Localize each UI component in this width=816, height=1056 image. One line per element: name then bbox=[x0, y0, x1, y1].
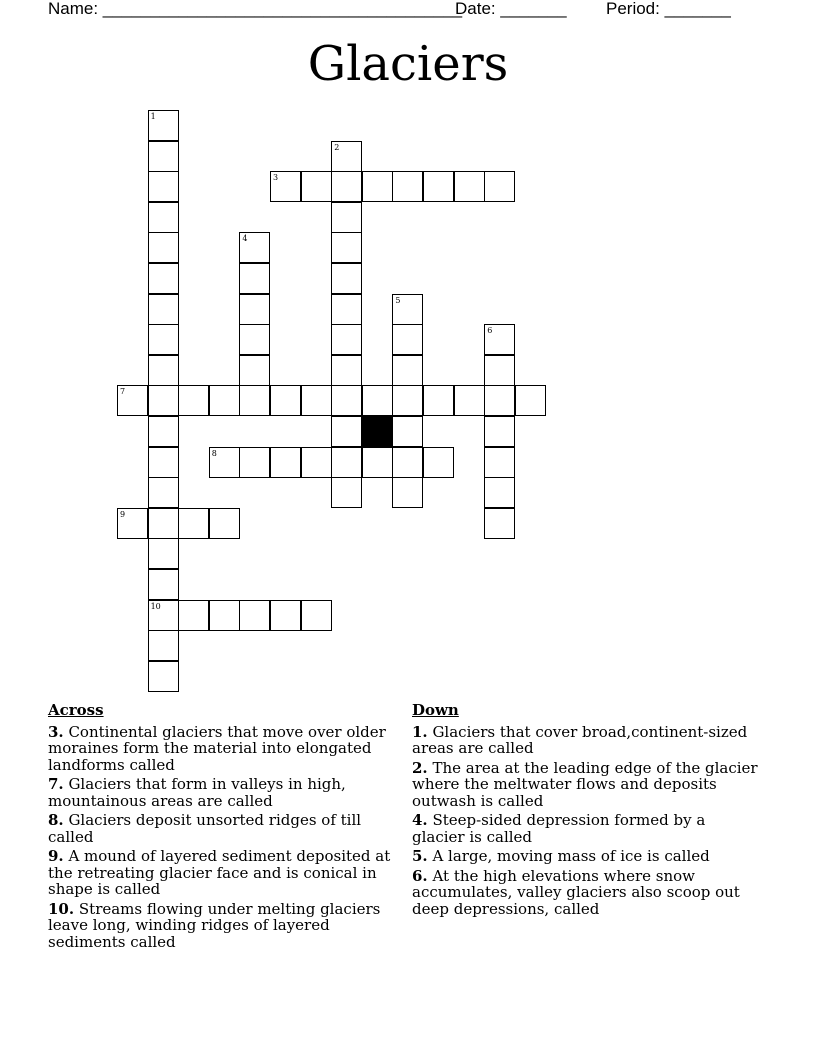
grid-cell[interactable] bbox=[148, 508, 179, 539]
grid-cell[interactable] bbox=[178, 600, 209, 631]
clue-number: 8 bbox=[211, 448, 217, 458]
grid-cell[interactable] bbox=[148, 538, 179, 569]
grid-cell[interactable] bbox=[301, 385, 332, 416]
grid-cell[interactable] bbox=[331, 263, 362, 294]
grid-cell[interactable] bbox=[423, 447, 454, 478]
clue-across-8: 8. Glaciers deposit unsorted ridges of till called bbox=[48, 811, 362, 846]
grid-cell[interactable] bbox=[148, 294, 179, 325]
grid-cell[interactable] bbox=[148, 171, 179, 202]
clue-across-10: 10. Streams flowing under melting glaciers leave long, winding ridges of layered sediments called bbox=[48, 899, 381, 951]
grid-cell[interactable] bbox=[270, 385, 301, 416]
grid-cell[interactable] bbox=[148, 202, 179, 233]
grid-cell[interactable] bbox=[239, 600, 270, 631]
grid-cell[interactable] bbox=[148, 232, 179, 263]
grid-cell[interactable] bbox=[270, 171, 301, 202]
grid-cell[interactable] bbox=[331, 385, 362, 416]
grid-cell[interactable] bbox=[515, 385, 546, 416]
name-field-label: Name: ______________________________________ bbox=[48, 0, 463, 18]
grid-cell[interactable] bbox=[239, 294, 270, 325]
clue-across-7: 7. Glaciers that form in valleys in high, mountainous areas are called bbox=[48, 775, 346, 810]
grid-cell[interactable] bbox=[117, 385, 148, 416]
grid-cell[interactable] bbox=[392, 324, 423, 355]
grid-cell[interactable] bbox=[148, 110, 179, 141]
clue-down-6: 6. At the high elevations where snow accumulates, valley glaciers also scoop out deep depressions, called bbox=[412, 866, 740, 918]
clue-number: 6 bbox=[487, 326, 493, 336]
grid-cell[interactable] bbox=[392, 385, 423, 416]
grid-cell[interactable] bbox=[362, 447, 393, 478]
grid-cell[interactable] bbox=[301, 600, 332, 631]
grid-cell[interactable] bbox=[392, 477, 423, 508]
grid-cell[interactable] bbox=[331, 355, 362, 386]
grid-cell[interactable] bbox=[484, 477, 515, 508]
grid-cell[interactable] bbox=[331, 416, 362, 447]
grid-cell[interactable] bbox=[239, 385, 270, 416]
grid-cell[interactable] bbox=[239, 447, 270, 478]
grid-cell[interactable] bbox=[148, 569, 179, 600]
grid-cell[interactable] bbox=[423, 385, 454, 416]
grid-cell[interactable] bbox=[331, 447, 362, 478]
page-title: Glaciers bbox=[307, 36, 509, 92]
clue-number: 2 bbox=[334, 142, 340, 152]
grid-cell[interactable] bbox=[209, 447, 240, 478]
clue-number: 5 bbox=[395, 295, 401, 305]
grid-cell[interactable] bbox=[209, 600, 240, 631]
grid-cell[interactable] bbox=[117, 508, 148, 539]
across-heading: Across bbox=[48, 701, 104, 719]
grid-cell[interactable] bbox=[331, 141, 362, 172]
grid-cell[interactable] bbox=[239, 324, 270, 355]
date-field-label: Date: _______ bbox=[455, 0, 567, 18]
grid-cell[interactable] bbox=[484, 508, 515, 539]
clue-number: 10 bbox=[150, 601, 161, 611]
grid-cell[interactable] bbox=[484, 324, 515, 355]
grid-cell[interactable] bbox=[270, 600, 301, 631]
clue-down-5: 5. A large, moving mass of ice is called bbox=[412, 847, 710, 865]
grid-cell[interactable] bbox=[148, 447, 179, 478]
clue-down-2: 2. The area at the leading edge of the glacier where the meltwater flows and deposits outwash is called bbox=[412, 758, 758, 810]
clue-down-4: 4. Steep-sided depression formed by a glacier is called bbox=[412, 811, 706, 846]
clue-across-3: 3. Continental glaciers that move over older moraines form the material into elongated landforms called bbox=[48, 722, 386, 774]
grid-cell[interactable] bbox=[331, 232, 362, 263]
grid-cell[interactable] bbox=[209, 508, 240, 539]
grid-cell[interactable] bbox=[454, 171, 485, 202]
grid-cell[interactable] bbox=[484, 416, 515, 447]
down-clues bbox=[412, 702, 762, 920]
grid-cell[interactable] bbox=[178, 385, 209, 416]
grid-cell[interactable] bbox=[331, 294, 362, 325]
clue-number: 4 bbox=[242, 234, 248, 244]
grid-cell[interactable] bbox=[484, 355, 515, 386]
grid-cell[interactable] bbox=[209, 385, 240, 416]
grid-cell[interactable] bbox=[148, 416, 179, 447]
grid-cell[interactable] bbox=[331, 202, 362, 233]
grid-cell[interactable] bbox=[148, 630, 179, 661]
grid-cell[interactable] bbox=[178, 508, 209, 539]
grid-cell[interactable] bbox=[362, 385, 393, 416]
grid-cell[interactable] bbox=[484, 447, 515, 478]
clue-number: 1 bbox=[150, 112, 156, 121]
grid-cell[interactable] bbox=[331, 171, 362, 202]
grid-cell[interactable] bbox=[392, 355, 423, 386]
grid-cell[interactable] bbox=[148, 661, 179, 692]
grid-cell[interactable] bbox=[301, 447, 332, 478]
grid-cell[interactable] bbox=[484, 385, 515, 416]
across-clues bbox=[48, 702, 408, 953]
grid-cell[interactable] bbox=[484, 171, 515, 202]
clue-number: 7 bbox=[120, 387, 126, 397]
grid-cell[interactable] bbox=[392, 447, 423, 478]
period-field-label: Period: _______ bbox=[606, 0, 731, 18]
grid-cell[interactable] bbox=[148, 385, 179, 416]
grid-cell[interactable] bbox=[392, 294, 423, 325]
grid-cell[interactable] bbox=[148, 600, 179, 631]
grid-cell[interactable] bbox=[239, 263, 270, 294]
clue-number: 9 bbox=[120, 509, 126, 519]
grid-cell[interactable] bbox=[301, 171, 332, 202]
clue-across-9: 9. A mound of layered sediment deposited at the retreating glacier face and is conical in shape is called bbox=[48, 847, 391, 898]
clue-down-1: 1. Glaciers that cover broad,continent-sized areas are called bbox=[412, 722, 748, 757]
grid-cell[interactable] bbox=[148, 324, 179, 355]
grid-cell[interactable] bbox=[423, 171, 454, 202]
grid-cell[interactable] bbox=[392, 416, 423, 447]
grid-cell[interactable] bbox=[148, 263, 179, 294]
down-heading: Down bbox=[412, 701, 459, 719]
grid-cell[interactable] bbox=[392, 171, 423, 202]
grid-cell[interactable] bbox=[239, 355, 270, 386]
grid-cell[interactable] bbox=[454, 385, 485, 416]
grid-cell[interactable] bbox=[239, 232, 270, 263]
grid-cell[interactable] bbox=[148, 355, 179, 386]
grid-cell[interactable] bbox=[148, 141, 179, 172]
grid-cell[interactable] bbox=[331, 477, 362, 508]
grid-cell[interactable] bbox=[270, 447, 301, 478]
grid-block bbox=[362, 416, 393, 447]
clue-number: 3 bbox=[273, 173, 279, 183]
grid-cell[interactable] bbox=[362, 171, 393, 202]
grid-cell[interactable] bbox=[331, 324, 362, 355]
grid-cell[interactable] bbox=[148, 477, 179, 508]
